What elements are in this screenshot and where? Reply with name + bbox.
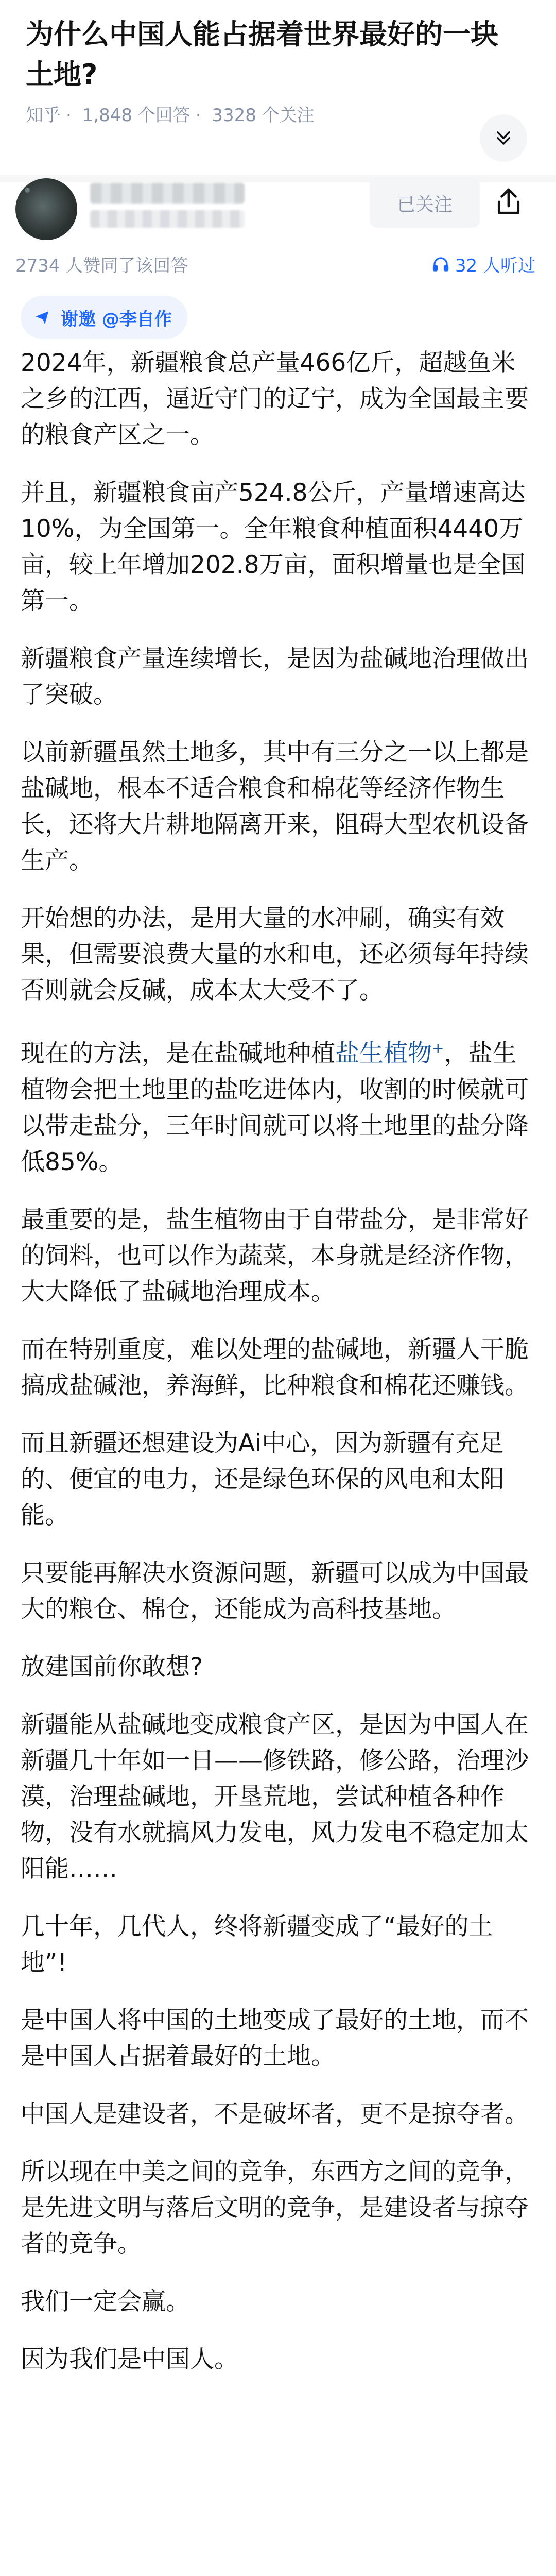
question-title[interactable]: 为什么中国人能占据着世界最好的一块土地?: [26, 18, 498, 91]
invite-tag[interactable]: [21, 296, 187, 339]
source-label: 知乎: [26, 105, 61, 126]
answer-paragraph: 是中国人将中国的土地变成了最好的土地，而不是中国人占据着最好的土地。: [21, 2006, 529, 2071]
answer-paragraph: 放建国前你敢想?: [21, 1652, 203, 1681]
author-bio-blurred: [90, 210, 245, 228]
answer-paragraph: 只要能再解决水资源问题，新疆可以成为中国最大的粮仓、棉仓，还能成为高科技基地。: [21, 1558, 529, 1623]
answer-paragraph: 以前新疆虽然土地多，其中有三分之一以上都是盐碱地，根本不适合粮食和棉花等经济作物生长，还将大片耕地隔离开来，阻碍大型农机设备生产。: [21, 738, 529, 875]
avatar[interactable]: [15, 178, 77, 240]
invite-icon: [33, 307, 54, 328]
answer-paragraph: 所以现在中美之间的竞争，东西方之间的竞争，是先进文明与落后文明的竞争，是建设者与掠夺者的竞争。: [21, 2157, 529, 2258]
chevron-double-down-icon: [492, 127, 515, 149]
answer-paragraph: 中国人是建设者，不是破坏者，更不是掠夺者。: [21, 2099, 529, 2128]
invite-label: 谢邀 @李自作: [61, 309, 172, 330]
answer-paragraph: 而在特别重度，难以处理的盐碱地，新疆人干脆搞成盐碱池，养海鲜，比种粮食和棉花还赚钱。: [21, 1335, 529, 1400]
answer-content: [21, 345, 535, 2399]
question-meta: 知乎 · 1,848 个回答 · 3328 个关注: [26, 105, 315, 126]
headphones-icon: [431, 255, 450, 274]
answer-paragraph: 因为我们是中国人。: [21, 2345, 238, 2374]
answer-paragraph: 我们一定会赢。: [21, 2287, 190, 2316]
author-name-blurred[interactable]: [90, 183, 245, 204]
collapse-button[interactable]: [480, 114, 527, 162]
answer-paragraph: 最重要的是，盐生植物由于自带盐分，是非常好的饲料，也可以作为蔬菜，本身就是经济作物，大大降低了盐碱地治理成本。: [21, 1205, 529, 1306]
answer-paragraph: 并且，新疆粮食亩产524.8公斤，产量增速高达10%，为全国第一。全年粮食种植面积4440万亩，较上年增加202.8万亩，面积增量也是全国第一。: [21, 479, 526, 615]
answer-paragraph: 开始想的办法，是用大量的水冲刷，确实有效果，但需要浪费大量的水和电，还必须每年持续否则就会反碱，成本太大受不了。: [21, 904, 529, 1005]
answer-paragraph: 新疆能从盐碱地变成粮食产区，是因为中国人在新疆几十年如一日——修铁路，修公路，治理沙漠，治理盐碱地，开垦荒地，尝试种植各种作物，没有水就搞风力发电，风力发电不稳定加太阳能……: [21, 1710, 529, 1883]
answer-paragraph: 2024年，新疆粮食总产量466亿斤，超越鱼米之乡的江西，逼近守门的辽宁，成为全国最主要的粮食产区之一。: [21, 349, 529, 449]
question-header: [0, 0, 556, 175]
answer-paragraph-with-link: 现在的方法，是在盐碱地种植盐生植物+，盐生植物会把土地里的盐吃进体内，收割的时候就可以带走盐分，三年时间就可以将土地里的盐分降低85%。: [21, 1039, 529, 1176]
follow-button[interactable]: 已关注: [370, 178, 480, 228]
answer-paragraph: 几十年，几代人，终将新疆变成了“最好的土地”!: [21, 1912, 493, 1977]
upvote-stats: 2734 人赞同了该回答: [15, 256, 188, 276]
listen-count: 32 人听过: [455, 256, 535, 276]
keyword-plus-icon[interactable]: +: [432, 1040, 444, 1057]
follower-count: 3328 个关注: [212, 105, 315, 126]
keyword-link[interactable]: 盐生植物: [335, 1039, 432, 1068]
listen-button[interactable]: [431, 251, 535, 277]
answer-paragraph: 新疆粮食产量连续增长，是因为盐碱地治理做出了突破。: [21, 645, 529, 709]
answer-count[interactable]: 1,848 个回答: [82, 105, 190, 126]
answer-paragraph: 而且新疆还想建设为Ai中心，因为新疆有充足的、便宜的电力，还是绿色环保的风电和太阳能。: [21, 1429, 505, 1530]
share-icon[interactable]: [492, 185, 525, 218]
